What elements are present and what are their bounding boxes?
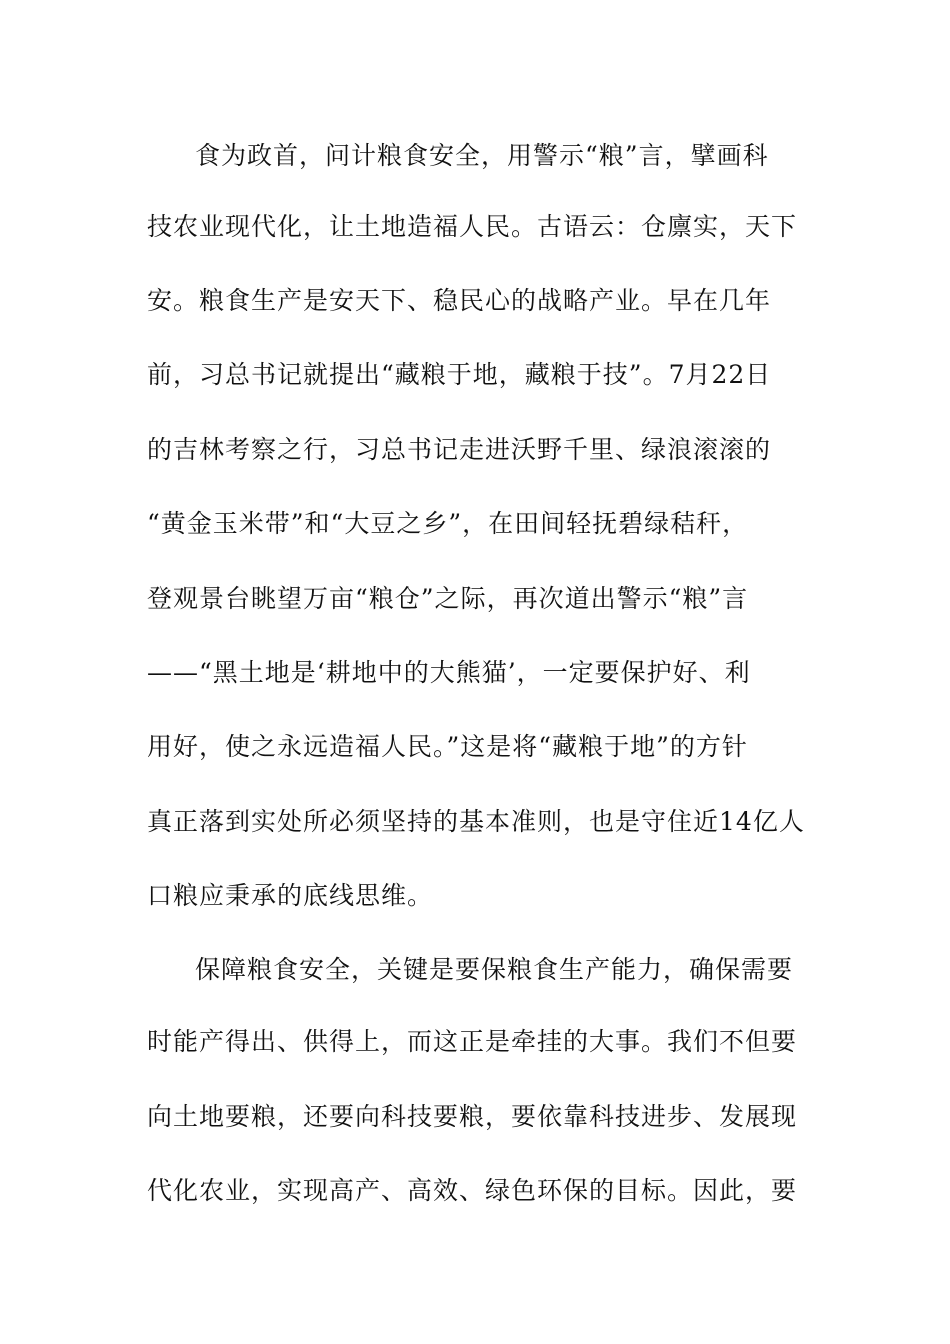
paragraph-1-line-5: 的吉林考察之行，习总书记走进沃野千里、绿浪滚滚的 bbox=[147, 435, 772, 464]
paragraph-1-line-8: ——“黑土地是‘耕地中的大熊猫’，一定要保护好、利 bbox=[147, 658, 751, 687]
paragraph-1-line-1: 食为政首，问计粮食安全，用警示“粮”言，擘画科 bbox=[195, 141, 769, 170]
paragraph-2-line-4: 代化农业，实现高产、高效、绿色环保的目标。因此，要 bbox=[147, 1176, 798, 1205]
paragraph-1-line-2: 技农业现代化，让土地造福人民。古语云：仓廪实，天下 bbox=[147, 212, 798, 241]
paragraph-1-line-6: “黄金玉米带”和“大豆之乡”，在田间轻抚碧绿秸秆， bbox=[147, 509, 749, 538]
paragraph-1-line-11: 口粮应秉承的底线思维。 bbox=[147, 881, 434, 910]
paragraph-2-line-3: 向土地要粮，还要向科技要粮，要依靠科技进步、发展现 bbox=[147, 1102, 798, 1131]
paragraph-1-line-7: 登观景台眺望万亩“粮仓”之际，再次道出警示“粮”言 bbox=[147, 584, 749, 613]
paragraph-2-line-1: 保障粮食安全，关键是要保粮食生产能力，确保需要 bbox=[195, 955, 794, 984]
paragraph-2-line-2: 时能产得出、供得上，而这正是牵挂的大事。我们不但要 bbox=[147, 1027, 798, 1056]
paragraph-1-line-3: 安。粮食生产是安天下、稳民心的战略产业。早在几年 bbox=[147, 286, 772, 315]
paragraph-1-line-4: 前，习总书记就提出“藏粮于地，藏粮于技”。7月22日 bbox=[147, 360, 772, 389]
paragraph-1-line-9: 用好，使之永远造福人民。”这是将“藏粮于地”的方针 bbox=[147, 732, 748, 761]
paragraph-1-line-10: 真正落到实处所必须坚持的基本准则，也是守住近14亿人 bbox=[147, 807, 805, 836]
